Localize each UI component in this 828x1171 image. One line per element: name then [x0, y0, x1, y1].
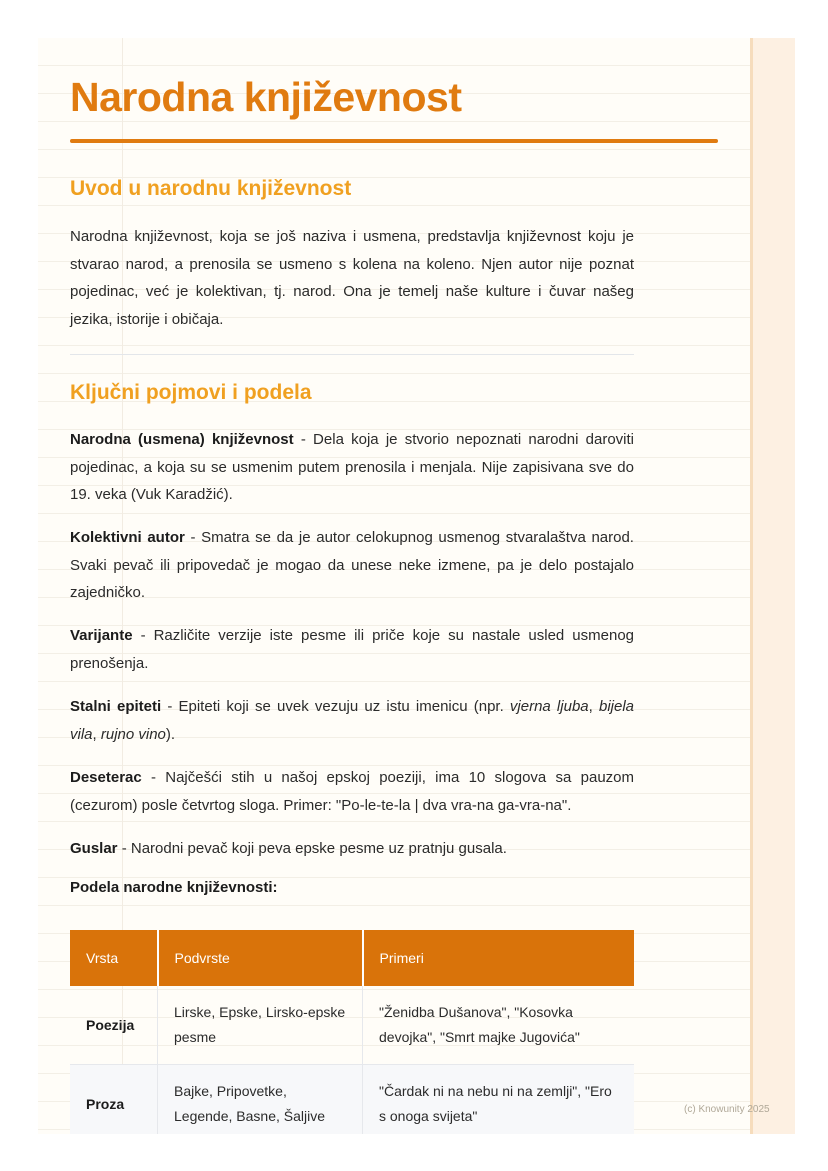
header-vrsta: Vrsta — [70, 930, 158, 986]
intro-paragraph: Narodna književnost, koja se još naziva i usmena, predstavlja književnost koju je stvarao narod, a prenosila se usmeno s kolena na koleno. Njen autor nije poznat pojedinac, već je kolektivan, tj. narod. Ona je temelj naše kulture i čuvar našeg jezika, istorije i običaja. — [70, 228, 634, 328]
copyright-footer: (c) Knowunity 2025 — [684, 1104, 770, 1115]
header-primeri: Primeri — [363, 930, 635, 986]
example-rujno-vino: rujno vino — [100, 725, 166, 743]
term-label: Kolektivni autor — [70, 529, 185, 546]
term-label: Narodna (usmena) književnost — [70, 431, 294, 448]
term-label: Stalni epiteti — [70, 698, 162, 715]
table-row — [70, 1065, 634, 1135]
term-varijante — [70, 622, 634, 677]
term-label: Deseterac — [70, 769, 142, 786]
term-label: Guslar — [70, 840, 118, 857]
cell-primeri: "Ženidba Dušanova", "Kosovka devojka", "Smrt majke Jugovića" — [363, 986, 635, 1065]
page-title: Narodna književnost — [70, 74, 462, 120]
example-vjerna-ljuba: vjerna ljuba — [509, 698, 589, 715]
table-row — [70, 986, 634, 1065]
separator: , — [92, 725, 101, 743]
cell-vrsta: Proza — [70, 1065, 158, 1135]
table-title: Podela narodne književnosti: — [70, 879, 278, 896]
cell-vrsta: Poezija — [70, 986, 158, 1065]
term-definition: - Najčešći stih u našoj epskoj poeziji, ima 10 slogova sa pauzom (cezurom) posle četvrtog sloga. Primer: "Po-le-te-la | dva vra-na ga-vra-na". — [70, 769, 634, 814]
cell-podvrste: Bajke, Pripovetke, Legende, Basne, Šaljive — [158, 1065, 363, 1135]
header-podvrste: Podvrste — [158, 930, 363, 986]
classification-table — [70, 930, 634, 1134]
term-definition: - Narodni pevač koji peva epske pesme uz pratnju gusala. — [117, 840, 507, 857]
term-guslar — [70, 835, 634, 863]
example-bijela-vila: bijela vila — [70, 698, 635, 743]
term-narodna-knjizevnost — [70, 426, 634, 509]
term-definition: - Različite verzije iste pesme ili priče koje su nastale usled usmenog prenošenja. — [70, 627, 634, 672]
term-deseterac — [70, 764, 634, 819]
term-definition: - Epiteti koji se uvek vezuju uz istu imenicu (npr. — [161, 698, 510, 715]
term-label: Varijante — [70, 627, 133, 644]
document-page — [38, 38, 750, 1134]
term-tail: ). — [165, 725, 176, 743]
title-underline — [70, 139, 718, 143]
separator: , — [588, 698, 599, 715]
cell-podvrste: Lirske, Epske, Lirsko-epske pesme — [158, 986, 363, 1065]
term-kolektivni-autor — [70, 524, 634, 607]
term-definition: - Smatra se da je autor celokupnog usmenog stvaralaštva narod. Svaki pevač ili pripovedač je mogao da unese neke izmene, pa je delo postajalo zajedničko. — [70, 529, 634, 601]
table-header-row — [70, 930, 634, 986]
term-stalni-epiteti — [70, 693, 634, 748]
section-divider — [70, 354, 634, 355]
term-definition: - Dela koja je stvorio nepoznati narodni daroviti pojedinac, a koja su se usmenim putem prenosila i menjala. Nije zapisivana sve do 19. veka (Vuk Karadžić). — [70, 431, 634, 503]
side-strip — [750, 38, 795, 1134]
concepts-heading: Ključni pojmovi i podela — [70, 381, 312, 404]
intro-heading: Uvod u narodnu književnost — [70, 177, 352, 200]
cell-primeri: "Čardak ni na nebu ni na zemlji", "Ero s onoga svijeta" — [363, 1065, 635, 1135]
